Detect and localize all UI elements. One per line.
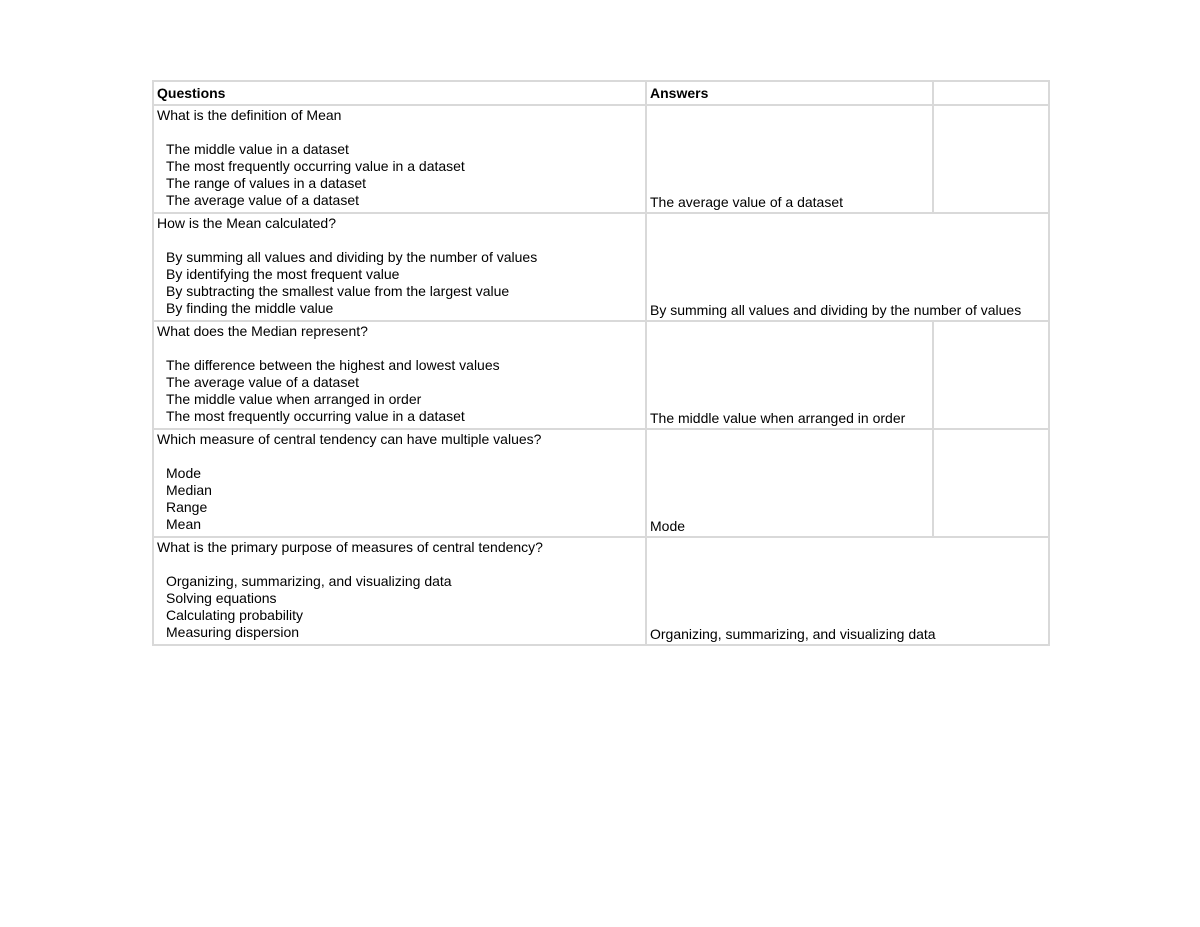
question-cell — [153, 105, 646, 213]
option-item: Median — [166, 482, 212, 498]
option-list — [157, 357, 642, 425]
option-item: Mode — [166, 465, 202, 481]
answer-cell: Organizing, summarizing, and visualizing data — [646, 537, 1049, 645]
option-item: The average value of a dataset — [166, 374, 360, 390]
table-row — [153, 537, 1049, 645]
option-item: Calculating probability — [166, 607, 303, 623]
answer-cell: The average value of a dataset — [646, 105, 933, 213]
table-row — [153, 429, 1049, 537]
empty-cell — [933, 429, 1049, 537]
answer-cell: By summing all values and dividing by the number of values — [646, 213, 1049, 321]
option-item: Measuring dispersion — [166, 624, 300, 640]
option-item: By finding the middle value — [166, 300, 334, 316]
empty-cell — [933, 321, 1049, 429]
option-item: Solving equations — [166, 590, 277, 606]
option-item: Organizing, summarizing, and visualizing data — [166, 573, 452, 589]
question-cell — [153, 321, 646, 429]
table-row — [153, 213, 1049, 321]
question-text: What is the primary purpose of measures of central tendency? — [157, 539, 543, 555]
option-item: Mean — [166, 516, 202, 532]
question-text: What is the definition of Mean — [157, 107, 342, 123]
option-list — [157, 573, 642, 641]
question-cell — [153, 213, 646, 321]
question-text: How is the Mean calculated? — [157, 215, 336, 231]
table-row — [153, 105, 1049, 213]
option-item: The most frequently occurring value in a dataset — [166, 408, 465, 424]
quiz-table — [152, 80, 1050, 646]
header-answers: Answers — [646, 81, 933, 105]
question-cell — [153, 429, 646, 537]
question-text: What does the Median represent? — [157, 323, 368, 339]
option-item: The most frequently occurring value in a dataset — [166, 158, 465, 174]
question-cell — [153, 537, 646, 645]
option-item: By identifying the most frequent value — [166, 266, 400, 282]
table-row — [153, 321, 1049, 429]
option-item: The difference between the highest and lowest values — [166, 357, 500, 373]
option-item: Range — [166, 499, 208, 515]
option-item: The range of values in a dataset — [166, 175, 367, 191]
header-row — [153, 81, 1049, 105]
answer-cell: Mode — [646, 429, 933, 537]
empty-cell — [933, 105, 1049, 213]
question-text: Which measure of central tendency can have multiple values? — [157, 431, 542, 447]
option-item: By summing all values and dividing by the number of values — [166, 249, 538, 265]
header-questions: Questions — [153, 81, 646, 105]
option-list — [157, 141, 642, 209]
option-item: The middle value when arranged in order — [166, 391, 422, 407]
option-item: The average value of a dataset — [166, 192, 360, 208]
answer-cell: The middle value when arranged in order — [646, 321, 933, 429]
header-empty — [933, 81, 1049, 105]
option-item: By subtracting the smallest value from the largest value — [166, 283, 510, 299]
option-list — [157, 249, 642, 317]
option-item: The middle value in a dataset — [166, 141, 349, 157]
option-list — [157, 465, 642, 533]
